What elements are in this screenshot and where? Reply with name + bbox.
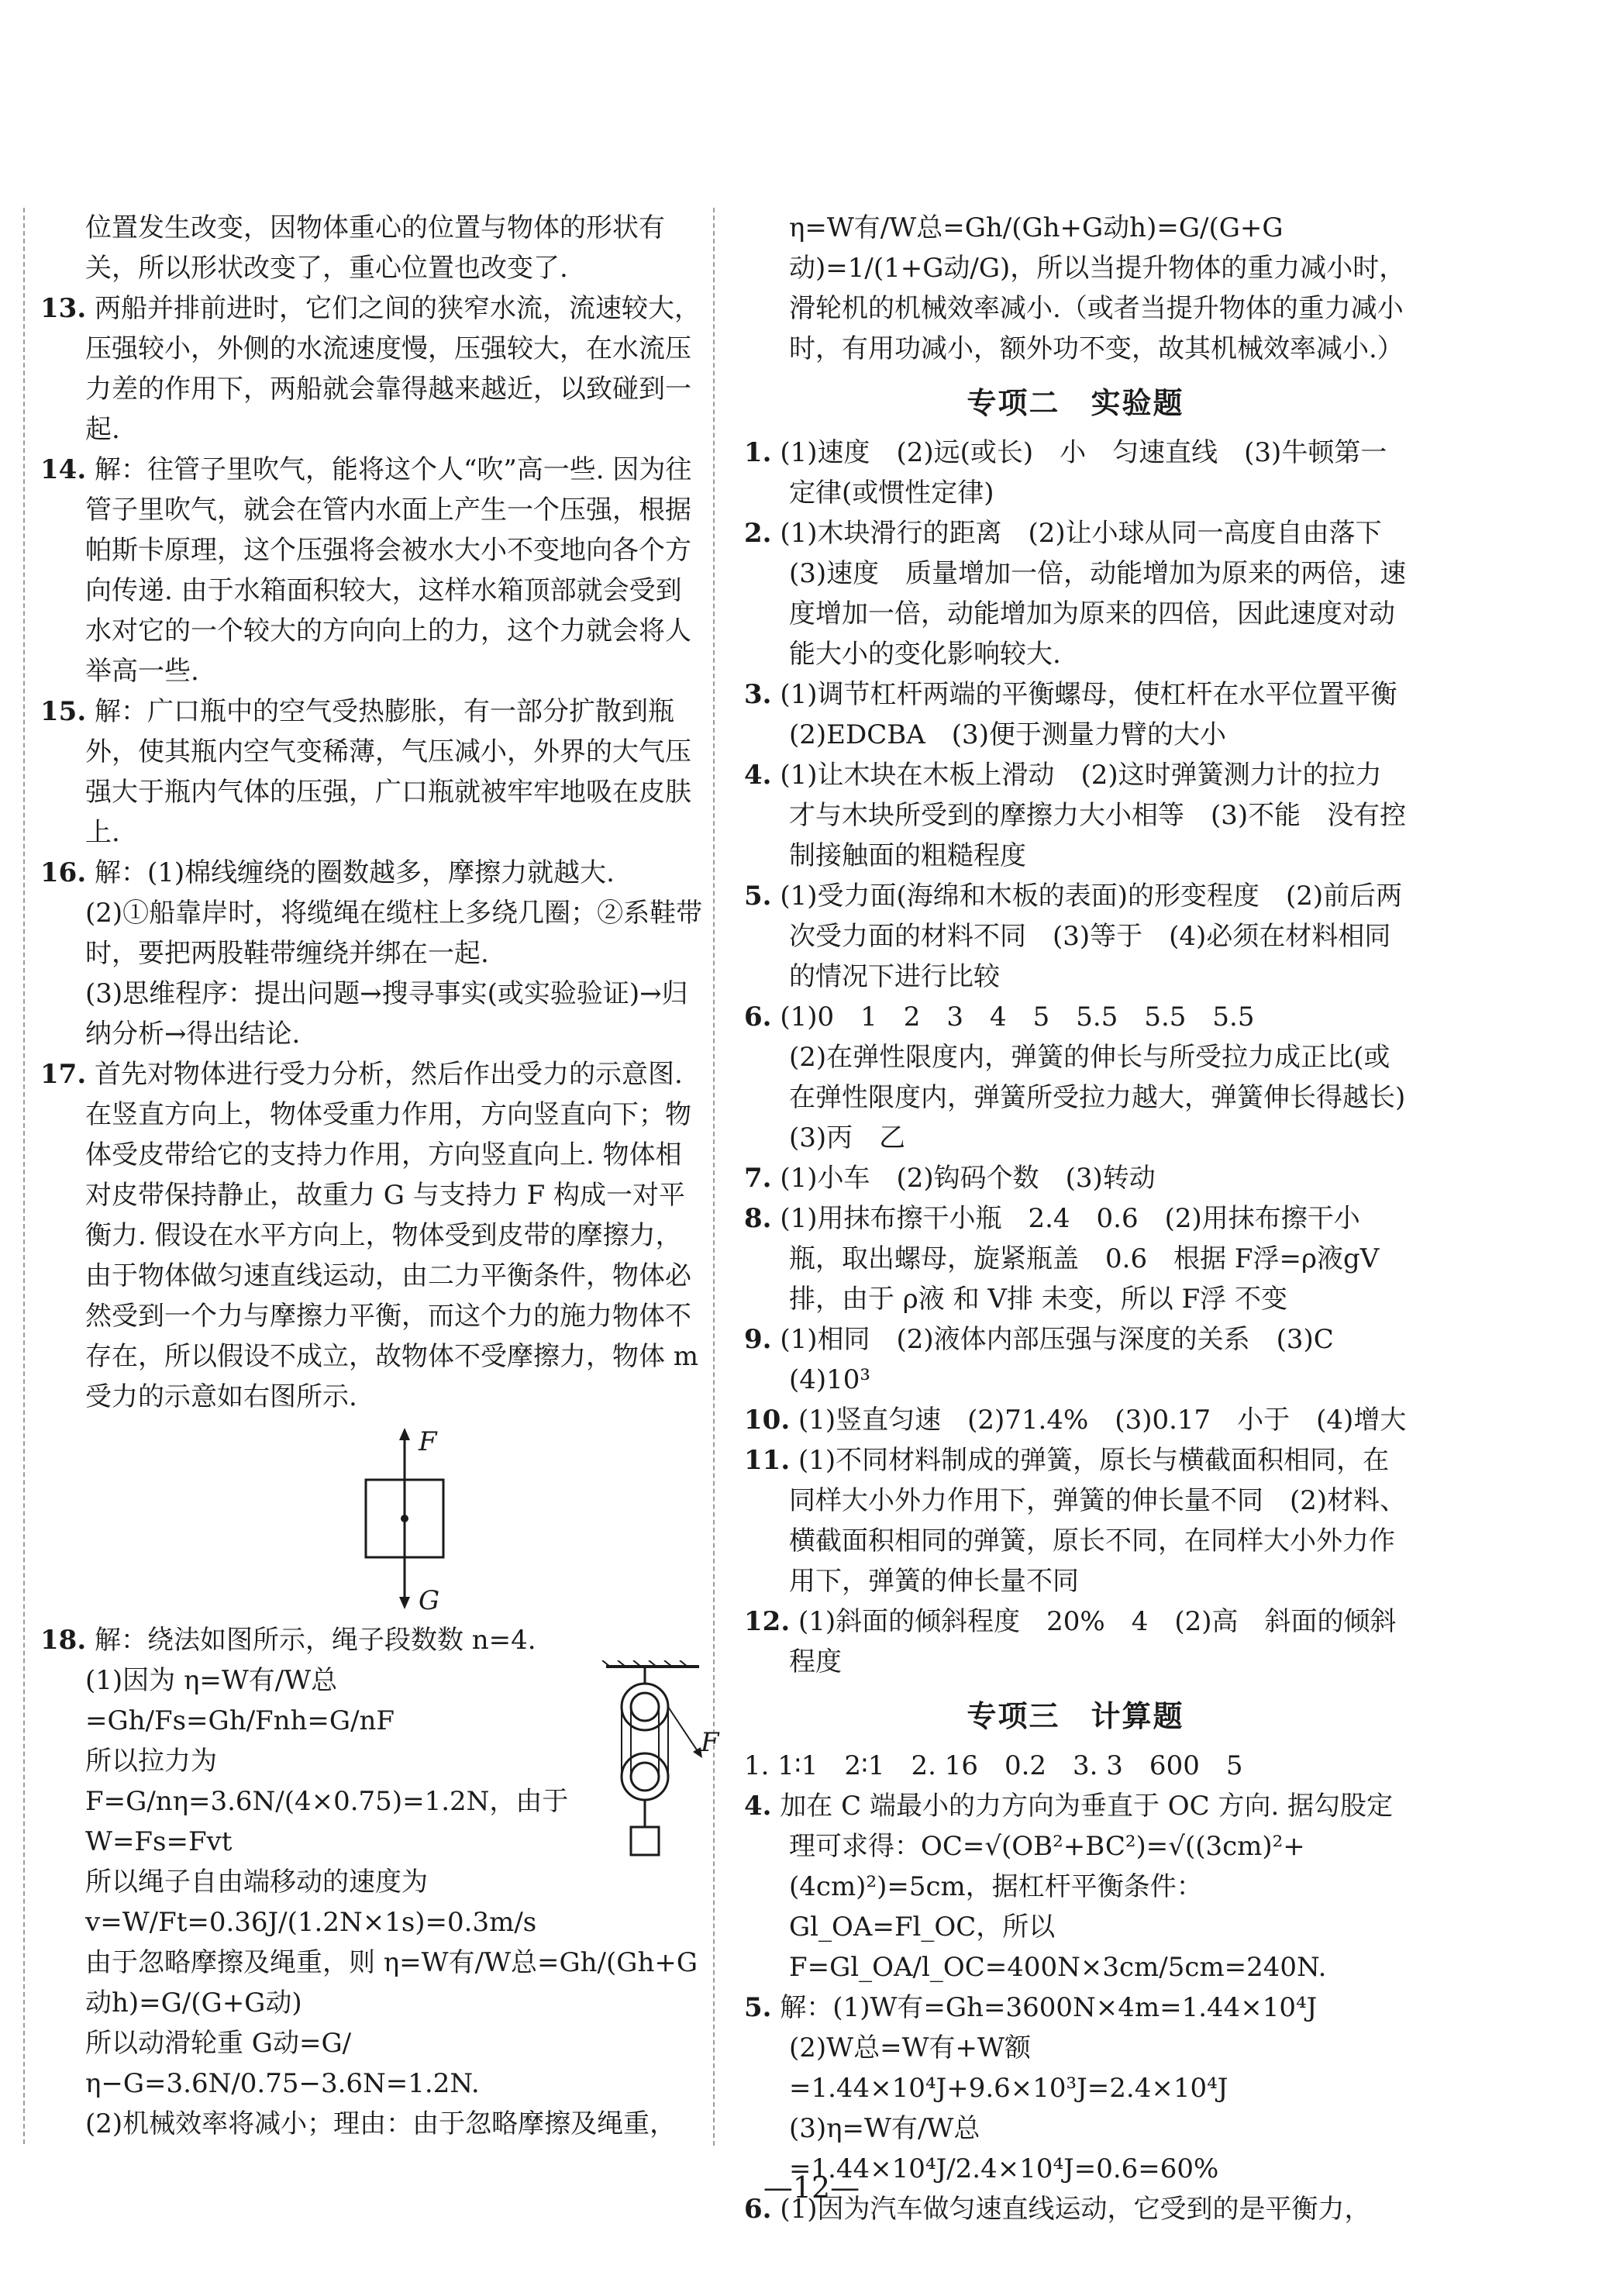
answer-16 <box>40 853 703 893</box>
answer-text: 两船并排前进时，它们之间的狭窄水流，流速较大，压强较小，外侧的水流速度慢，压强较大，在水流压力差的作用下，两船就会靠得越来越近，以致碰到一起. <box>85 293 701 445</box>
exp-answer-10 <box>744 1400 1407 1440</box>
answer-text: (1)小车 (2)钩码个数 (3)转动 <box>780 1163 1156 1194</box>
answer-number: 2. <box>744 518 772 549</box>
section-title-experiments: 专项二 实验题 <box>967 385 1184 420</box>
answer-number: 14. <box>40 454 87 485</box>
answer-18-b: (1)因为 η=W有/W总=Gh/Fs=Gh/Fnh=G/nF <box>85 1665 395 1736</box>
answer-text: 加在 C 端最小的力方向为垂直于 OC 方向. 据勾股定理可求得：OC=√(OB²+BC²)=√((3cm)²+(4cm)²)=5cm，据杠杆平衡条件：Gl_OA=Fl_OC，所以 F=Gl_OA/l_OC=400N×3cm/5cm=240N. <box>780 1791 1394 1983</box>
force-diagram <box>350 1422 459 1615</box>
exp-answer-7 <box>744 1158 1407 1198</box>
answer-text: 解：往管子里吹气，能将这个人“吹”高一些. 因为往管子里吹气，就会在管内水面上产生一个压强，根据帕斯卡原理，这个压强将会被水大小不变地向各个方向传递. 由于水箱面积较大，这样水箱顶部就会受到水对它的一个较大的方向向上的力，这个力就会将人举高一些. <box>85 454 692 687</box>
fixed-pulley-outer <box>622 1684 668 1730</box>
answer-number: 6. <box>744 1001 772 1033</box>
answer-number: 17. <box>40 1059 87 1090</box>
exp-answer-6-part2: (2)在弹性限度内，弹簧的伸长与所受拉力成正比(或在弹性限度内，弹簧所受拉力越大，弹簧伸长得越长) (3)丙 乙 <box>789 1042 1432 1153</box>
answer-15 <box>40 691 703 853</box>
answer-text: 解：广口瓶中的空气受热膨胀，有一部分扩散到瓶外，使其瓶内空气变稀薄，气压减小，外界的大气压强大于瓶内气体的压强，广口瓶就被牢牢地吸在皮肤上. <box>85 696 691 848</box>
answer-text: (1)斜面的倾斜程度 20% 4 (2)高 斜面的倾斜程度 <box>789 1606 1397 1677</box>
moving-pulley-inner <box>631 1763 659 1791</box>
calc-answers-1-3: 1. 1∶1 2∶1 2. 16 0.2 3. 3 600 5 <box>744 1750 1243 1781</box>
exp-answer-1 <box>744 433 1407 513</box>
calc-answer-4 <box>744 1786 1407 1987</box>
answer-number: 9. <box>744 1324 772 1355</box>
answer-18-body <box>40 1660 719 2144</box>
answer-number: 10. <box>744 1405 791 1436</box>
page-number: —12— <box>763 2170 860 2205</box>
calc-answer-5 <box>744 1987 1407 2028</box>
answer-continuation: 位置发生改变，因物体重心的位置与物体的形状有关，所以形状改变了，重心位置也改变了. <box>85 212 665 284</box>
answer-number: 6. <box>744 2194 772 2225</box>
moving-pulley-outer <box>622 1753 668 1800</box>
answer-text: 解：(1)W有=Gh=3600N×4m=1.44×10⁴J <box>780 1992 1318 2023</box>
answer-number: 1. <box>744 437 772 468</box>
answer-number: 3. <box>744 679 772 710</box>
exp-answer-6 <box>744 997 1407 1037</box>
answer-number: 5. <box>744 881 772 912</box>
arrowhead-down-icon <box>399 1597 410 1609</box>
answer-18 <box>40 1620 703 1660</box>
exp-answer-2 <box>744 513 1407 674</box>
free-rope <box>668 1707 699 1753</box>
answer-number: 13. <box>40 293 87 324</box>
answer-18-e: 由于忽略摩擦及绳重，则 η=W有/W总=Gh/(Gh+G动h)=G/(G+G动) <box>85 1947 698 2018</box>
answer-number: 16. <box>40 857 87 888</box>
answer-text: (1)不同材料制成的弹簧，原长与横截面积相同，在同样大小外力作用下，弹簧的伸长量不同 (2)材料、横截面积相同的弹簧，原长不同，在同样大小外力作用下，弹簧的伸长量不同 <box>789 1445 1407 1597</box>
answer-18-c: 所以拉力为 F=G/nη=3.6N/(4×0.75)=1.2N，由于 W=Fs=Fvt <box>85 1746 569 1857</box>
answer-text: (1)木块滑行的距离 (2)让小球从同一高度自由落下 (3)速度 质量增加一倍，动能增加为原来的两倍，速度增加一倍，动能增加为原来的四倍，因此速度对动能大小的变化影响较大. <box>780 518 1408 670</box>
answer-number: 18. <box>40 1625 87 1656</box>
answer-number: 12. <box>744 1606 791 1637</box>
answer-number: 5. <box>744 1992 772 2023</box>
answer-number: 15. <box>40 696 87 727</box>
label-F: F <box>701 1727 719 1758</box>
answer-18-g: (2)机械效率将减小；理由：由于忽略摩擦及绳重， <box>85 2108 677 2139</box>
calc-answer-5-part2: (2)W总=W有+W额=1.44×10⁴J+9.6×10³J=2.4×10⁴J <box>789 2032 1228 2104</box>
answer-text: (1)用抹布擦干小瓶 2.4 0.6 (2)用抹布擦干小瓶，取出螺母，旋紧瓶盖 0.6 根据 F浮=ρ液gV排，由于 ρ液 和 V排 未变，所以 F浮 不变 <box>780 1203 1380 1315</box>
answer-16-part2: (2)①船靠岸时，将缆绳在缆柱上多绕几圈；②系鞋带时，要把两股鞋带缠绕并绑在一起. <box>85 898 703 969</box>
answer-16-part3: (3)思维程序：提出问题→搜寻事实(或实验验证)→归纳分析→得出结论. <box>85 978 688 1050</box>
label-F: F <box>419 1426 437 1457</box>
answer-text: (1)调节杠杆两端的平衡螺母，使杠杆在水平位置平衡 (2)EDCBA (3)便于测量力臂的大小 <box>780 679 1424 750</box>
answer-text: (1)竖直匀速 (2)71.4% (3)0.17 小于 (4)增大 <box>798 1405 1407 1436</box>
answer-number: 11. <box>744 1445 791 1476</box>
fixed-pulley-inner <box>631 1693 659 1721</box>
left-column <box>23 208 719 2144</box>
answer-text: (1)速度 (2)远(或长) 小 匀速直线 (3)牛顿第一定律(或惯性定律) <box>780 437 1387 508</box>
answer-text: (1)受力面(海绵和木板的表面)的形变程度 (2)前后两次受力面的材料不同 (3)等于 (4)必须在材料相同的情况下进行比较 <box>780 881 1403 992</box>
section-title-calculations: 专项三 计算题 <box>967 1698 1184 1733</box>
answer-18-continuation: η=W有/W总=Gh/(Gh+G动h)=G/(G+G动)=1/(1+G动/G)，所以当提升物体的重力减小时，滑轮机的机械效率减小.（或者当提升物体的重力减小时，有用功减小，额外功不变，故其机械效率减小.） <box>789 212 1406 364</box>
calc-answer-5-part3: (3)η=W有/W总=1.44×10⁴J/2.4×10⁴J=0.6=60% <box>789 2113 1219 2184</box>
answer-number: 4. <box>744 760 772 791</box>
answer-text: 首先对物体进行受力分析，然后作出受力的示意图. 在竖直方向上，物体受重力作用，方向竖直向下；物体受皮带给它的支持力作用，方向竖直向上. 物体相对皮带保持静止，故重力 G 与支持力 F 构成一对平衡力. 假设在水平方向上，物体受到皮带的摩擦力，由于物体做匀速直线运动，由二力平衡条件，物体必然受到一个力与摩擦力平衡，而这个力的施力物体不存在，所以假设不成立，故物体不受摩擦力，物体 m 受力的示意如右图所示. <box>85 1059 699 1412</box>
exp-answer-5 <box>744 876 1407 997</box>
answer-text: 解：绕法如图所示，绳子段数数 n=4. <box>94 1625 536 1656</box>
answer-text: (1)0 1 2 3 4 5 5.5 5.5 5.5 <box>780 1001 1255 1033</box>
exp-answer-4 <box>744 755 1407 876</box>
exp-answer-8 <box>744 1198 1407 1319</box>
answer-18-d: 所以绳子自由端移动的速度为 v=W/Ft=0.36J/(1.2N×1s)=0.3m/s <box>85 1867 537 1938</box>
label-G: G <box>419 1585 440 1616</box>
exp-answer-9 <box>744 1319 1407 1400</box>
answer-18-f: 所以动滑轮重 G动=G/η−G=3.6N/0.75−3.6N=1.2N. <box>85 2028 480 2099</box>
answer-text: (1)让木块在木板上滑动 (2)这时弹簧测力计的拉力才与木块所受到的摩擦力大小相等 (3)不能 没有控制接触面的粗糙程度 <box>780 760 1407 871</box>
pulley-diagram <box>598 1660 722 1862</box>
arrowhead-up-icon <box>399 1428 410 1440</box>
weight-block <box>631 1827 659 1855</box>
answer-number: 7. <box>744 1163 772 1194</box>
answer-13 <box>40 288 703 450</box>
answer-number: 4. <box>744 1791 772 1822</box>
force-diagram-svg <box>350 1422 459 1615</box>
answer-text: (1)因为汽车做匀速直线运动，它受到的是平衡力， <box>780 2194 1371 2225</box>
exp-answer-11 <box>744 1440 1407 1601</box>
answer-text: (1)相同 (2)液体内部压强与深度的关系 (3)C (4)10³ <box>780 1324 1360 1395</box>
right-column <box>744 208 1432 2229</box>
exp-answer-3 <box>744 674 1424 755</box>
answer-17 <box>40 1054 703 1417</box>
answer-number: 8. <box>744 1203 772 1234</box>
answer-14 <box>40 450 703 691</box>
exp-answer-12 <box>744 1601 1407 1682</box>
answer-text: 解：(1)棉线缠绕的圈数越多，摩擦力就越大. <box>94 857 615 888</box>
